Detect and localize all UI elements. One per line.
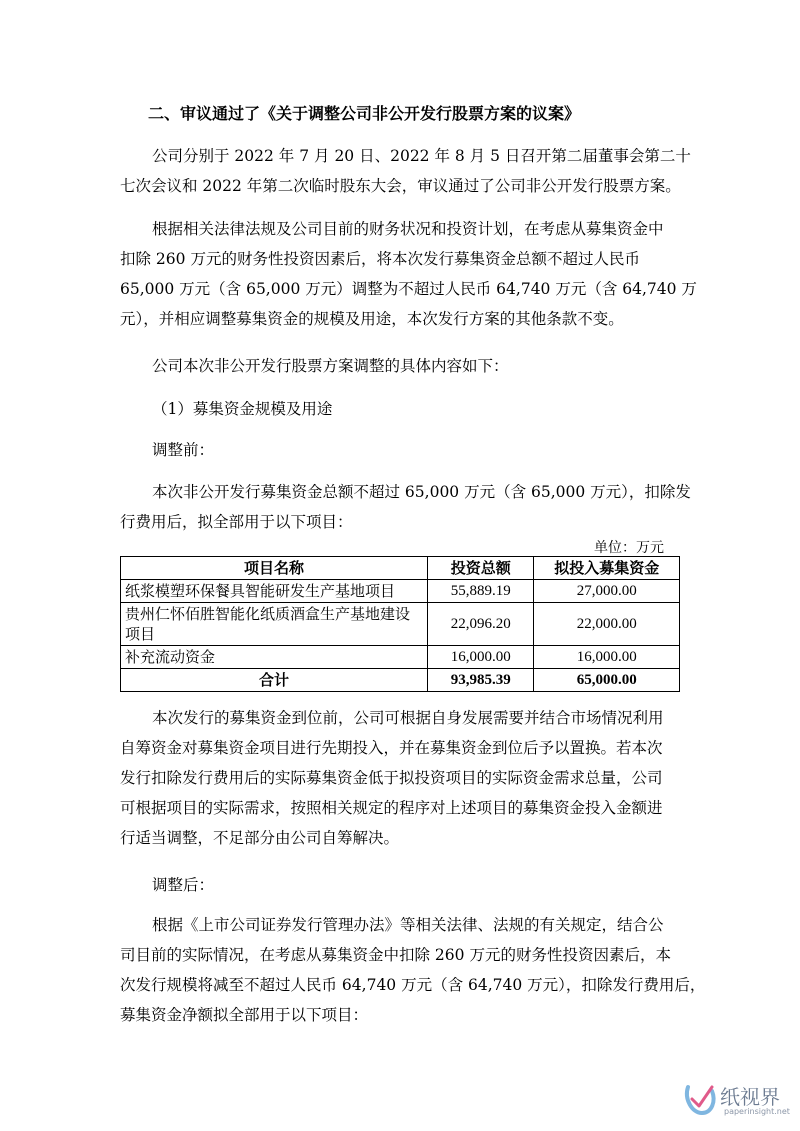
table-cell: 16,000.00: [428, 646, 534, 669]
paragraph-2: [120, 214, 697, 334]
paragraph-7: [120, 703, 680, 853]
table-total-row: [121, 669, 680, 692]
paragraph-line: 调整前：: [152, 441, 215, 459]
paragraph-line: 募集资金净额拟全部用于以下项目：: [120, 1006, 369, 1024]
table-cell: 22,096.20: [428, 603, 534, 646]
table-cell: 补充流动资金: [121, 646, 428, 669]
table-cell: 合计: [121, 669, 428, 692]
table-cell: 27,000.00: [534, 580, 680, 603]
paragraph-line: 公司分别于 2022 年 7 月 20 日、2022 年 8 月 5 日召开第二届董事会第二十: [152, 147, 691, 165]
table-row: [121, 580, 680, 603]
table-cell: 65,000.00: [534, 669, 680, 692]
unit-label: 单位：万元: [594, 540, 664, 556]
paragraph-1: [120, 141, 691, 201]
paragraph-9: [120, 910, 706, 1030]
table-header-cell: 拟投入募集资金: [534, 557, 680, 580]
paragraph-line: 本次非公开发行募集资金总额不超过 65,000 万元（含 65,000 万元），扣除发: [152, 483, 691, 501]
watermark: [682, 1077, 792, 1123]
paragraph-4: [120, 394, 680, 424]
paragraph-line: 本次发行的募集资金到位前，公司可根据自身发展需要并结合市场情况利用: [152, 709, 664, 727]
paragraph-line: 元），并相应调整募集资金的规模及用途，本次发行方案的其他条款不变。: [120, 310, 624, 328]
paragraph-line: 公司本次非公开发行股票方案调整的具体内容如下：: [152, 357, 509, 375]
table-cell: 22,000.00: [534, 603, 680, 646]
table-cell: 93,985.39: [428, 669, 534, 692]
paragraph-line: 行适当调整，不足部分由公司自筹解决。: [120, 829, 400, 847]
paragraph-line: 行费用后，拟全部用于以下项目：: [120, 513, 353, 531]
paragraph-line: 自筹资金对募集资金项目进行先期投入，并在募集资金到位后予以置换。若本次: [120, 739, 663, 757]
paragraph-5: [120, 435, 680, 465]
paragraph-8: [120, 870, 680, 900]
paragraph-line: 根据相关法律法规及公司目前的财务状况和投资计划，在考虑从募集资金中: [152, 220, 664, 238]
table-row: [121, 646, 680, 669]
table-header-row: [121, 557, 680, 580]
paragraph-6: [120, 477, 691, 537]
paragraph-line: 发行扣除发行费用后的实际募集资金低于拟投资项目的实际资金需求总量，公司: [120, 769, 663, 787]
paragraph-3: [120, 351, 680, 381]
table-row: [121, 603, 680, 646]
watermark-subtext: paperinsight.net: [724, 1107, 790, 1116]
paragraph-line: （1）募集资金规模及用途: [152, 400, 333, 418]
paragraph-line: 65,000 万元（含 65,000 万元）调整为不超过人民币 64,740 万元（含 64,740 万: [120, 280, 697, 298]
paragraph-line: 次发行规模将减至不超过人民币 64,740 万元（含 64,740 万元），扣除发行费用后，: [120, 976, 706, 994]
paragraph-line: 司目前的实际情况，在考虑从募集资金中扣除 260 万元的财务性投资因素后，本: [120, 946, 671, 964]
table-header-cell: 投资总额: [428, 557, 534, 580]
paragraph-line: 可根据项目的实际需求，按照相关规定的程序对上述项目的募集资金投入金额进: [120, 799, 663, 817]
table-cell: 16,000.00: [534, 646, 680, 669]
funding-table: [120, 556, 680, 692]
table-cell: 纸浆模塑环保餐具智能研发生产基地项目: [121, 580, 428, 603]
table-header-cell: 项目名称: [121, 557, 428, 580]
table-cell: 55,889.19: [428, 580, 534, 603]
paragraph-line: 扣除 260 万元的财务性投资因素后，将本次发行募集资金总额不超过人民币: [120, 250, 640, 268]
paperinsight-logo-icon: [682, 1079, 718, 1119]
paragraph-line: 根据《上市公司证券发行管理办法》等相关法律、法规的有关规定，结合公: [152, 916, 664, 934]
watermark-text: 纸视界: [720, 1085, 780, 1109]
section-heading: 二、审议通过了《关于调整公司非公开发行股票方案的议案》: [148, 104, 581, 123]
paragraph-line: 调整后：: [152, 876, 215, 894]
table-cell: 贵州仁怀佰胜智能化纸质酒盒生产基地建设项目: [121, 603, 428, 646]
paragraph-line: 七次会议和 2022 年第二次临时股东大会，审议通过了公司非公开发行股票方案。: [120, 177, 681, 195]
